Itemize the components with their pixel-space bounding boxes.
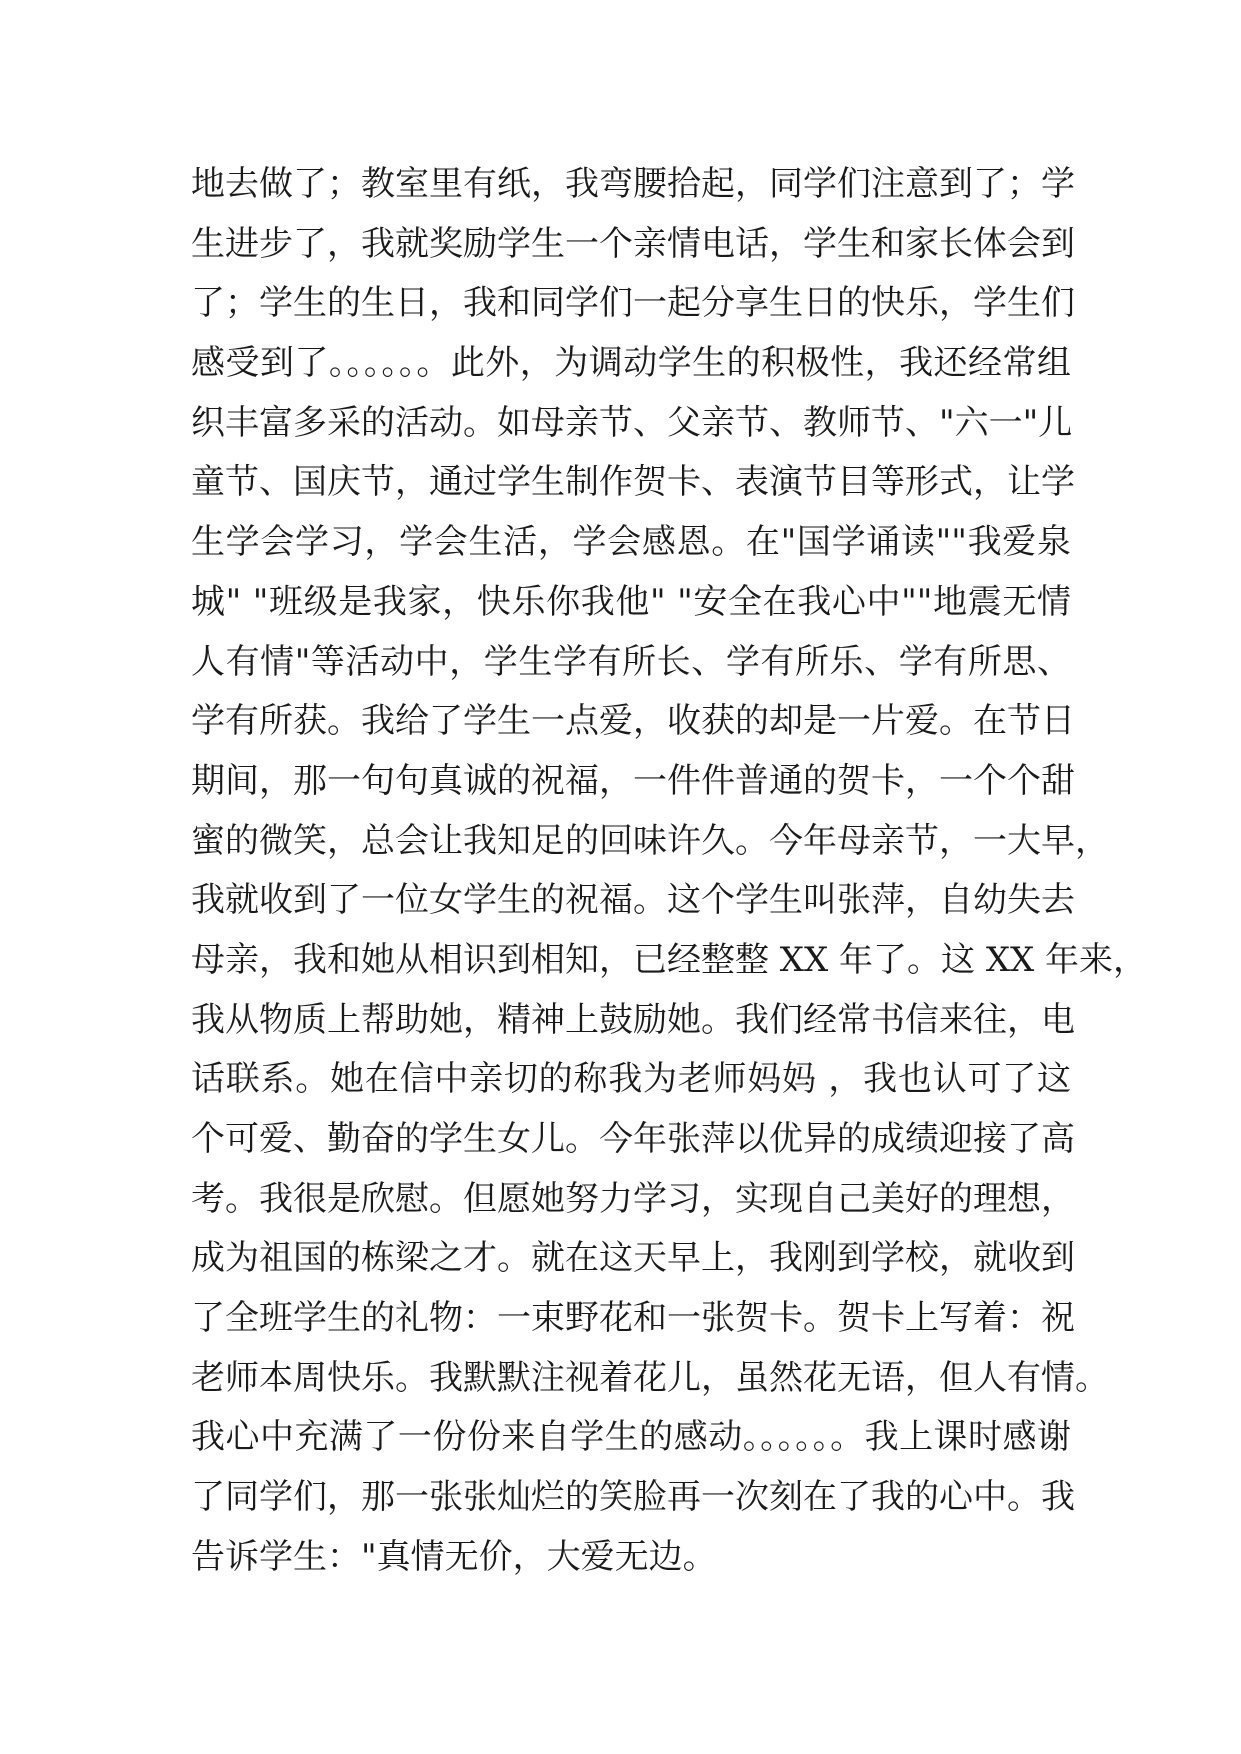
- text-line: 学有所获。我给了学生一点爱，收获的却是一片爱。在节日: [191, 701, 1075, 742]
- text-line: 了全班学生的礼物：一束野花和一张贺卡。贺卡上写着：祝: [191, 1298, 1075, 1339]
- text-line: 感受到了。。。。。。此外，为调动学生的积极性，我还经常组: [191, 343, 1071, 384]
- text-line: 人有情"等活动中，学生学有所长、学有所乐、学有所思、: [191, 641, 1071, 682]
- text-line: 织丰富多采的活动。如母亲节、父亲节、教师节、"六一"儿: [191, 402, 1073, 443]
- text-line: 成为祖国的栋梁之才。就在这天早上，我刚到学校，就收到: [191, 1238, 1075, 1279]
- text-line: 期间，那一句句真诚的祝福，一件件普通的贺卡，一个个甜: [191, 760, 1075, 801]
- text-line: 老师本周快乐。我默默注视着花儿，虽然花无语，但人有情。: [191, 1357, 1109, 1398]
- text-line: 我从物质上帮助她，精神上鼓励她。我们经常书信来往，电: [191, 999, 1075, 1040]
- text-line: 童节、国庆节，通过学生制作贺卡、表演节目等形式，让学: [191, 462, 1075, 503]
- text-line: 母亲，我和她从相识到相知，已经整整 XX 年了。这 XX 年来，: [191, 939, 1148, 980]
- body-paragraph: [191, 155, 1148, 1588]
- text-line: 个可爱、勤奋的学生女儿。今年张萍以优异的成绩迎接了高: [191, 1119, 1075, 1159]
- text-line: 生学会学习，学会生活，学会感恩。在"国学诵读""我爱泉: [191, 522, 1071, 563]
- text-line: 我心中充满了一份份来自学生的感动。。。。。。我上课时感谢: [191, 1417, 1071, 1458]
- text-line-last: 告诉学生："真情无价，大爱无边。: [191, 1536, 717, 1577]
- text-line: 话联系。她在信中亲切的称我为老师妈妈 ，我也认可了这: [191, 1059, 1071, 1100]
- text-line: 蜜的微笑，总会让我知足的回味许久。今年母亲节，一大早，: [191, 820, 1109, 861]
- text-line: 地去做了；教室里有纸，我弯腰拾起，同学们注意到了；学: [191, 164, 1075, 204]
- text-line: 了同学们，那一张张灿烂的笑脸再一次刻在了我的心中。我: [191, 1477, 1075, 1518]
- text-line: 生进步了，我就奖励学生一个亲情电话，学生和家长体会到: [191, 223, 1075, 264]
- text-line: 城" "班级是我家，快乐你我他" "安全在我心中""地震无情: [191, 581, 1071, 622]
- text-line: 考。我很是欣慰。但愿她努力学习，实现自己美好的理想，: [191, 1178, 1075, 1219]
- text-line: 了；学生的生日，我和同学们一起分享生日的快乐，学生们: [191, 283, 1075, 324]
- text-line: 我就收到了一位女学生的祝福。这个学生叫张萍，自幼失去: [191, 880, 1075, 921]
